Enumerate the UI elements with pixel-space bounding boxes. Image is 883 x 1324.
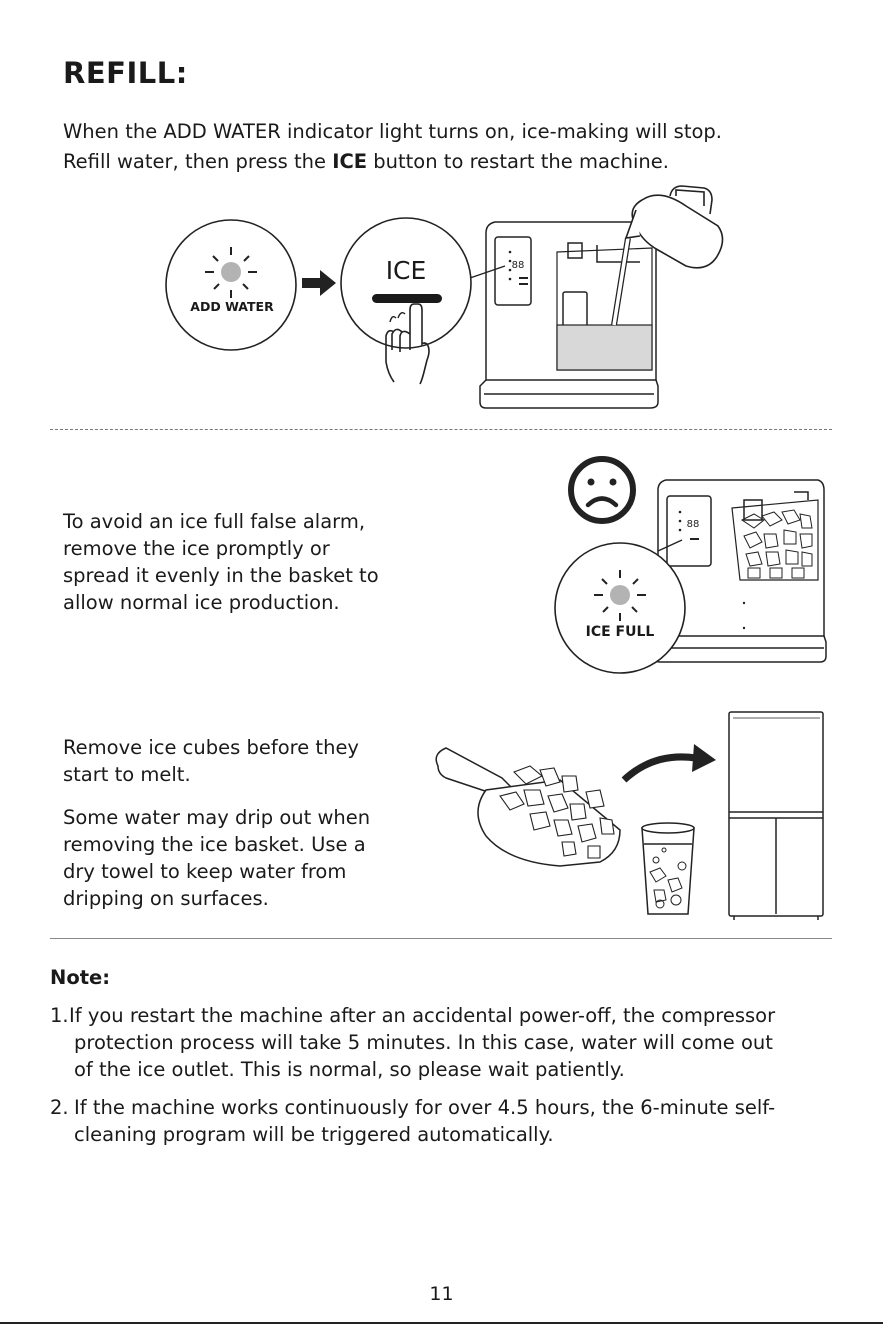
note-item-2: [50, 1094, 850, 1148]
note-item-1: [50, 1002, 850, 1083]
refill-illustration: [0, 0, 883, 430]
drip-line-1: Some water may drip out when: [63, 806, 371, 829]
section-divider: [50, 938, 832, 939]
remove-ice-line-2: start to melt.: [63, 763, 191, 786]
note-1-line-2: protection process will take 5 minutes. In this case, water will come out: [74, 1031, 773, 1054]
drip-line-3: dry towel to keep water from: [63, 860, 347, 883]
sad-face-icon: [571, 459, 633, 521]
ice-full-line-3: spread it evenly in the basket to: [63, 564, 379, 587]
svg-text:88: 88: [686, 519, 700, 530]
ice-full-light: [610, 585, 630, 605]
water-pitcher-icon: [626, 186, 723, 268]
note-number-1: 1.: [50, 1004, 69, 1027]
ice-full-line-1: To avoid an ice full false alarm,: [63, 510, 366, 533]
drip-line-2: removing the ice basket. Use a: [63, 833, 366, 856]
remove-ice-line-1: Remove ice cubes before they: [63, 736, 359, 759]
ice-full-label: ICE FULL: [585, 624, 655, 640]
svg-text:88: 88: [511, 260, 525, 271]
note-1-line-1: If you restart the machine after an accidental power-off, the compressor: [69, 1004, 776, 1027]
intro-line-2-end: button to restart the machine.: [367, 150, 669, 173]
arrow-right-icon: [302, 270, 336, 296]
add-water-indicator-circle: [166, 220, 296, 350]
ice-storage-illustration: [0, 700, 883, 930]
section-divider-dashed: [50, 429, 832, 430]
ice-machine-illustration: [480, 222, 658, 408]
intro-ice-keyword: ICE: [332, 150, 368, 173]
ice-full-illustration: [0, 440, 883, 690]
refrigerator-icon: [729, 712, 823, 920]
ice-button-label: ICE: [385, 256, 427, 285]
intro-line-2-start: Refill water, then press the: [63, 150, 333, 173]
note-2-line-1: If the machine works continuously for over 4.5 hours, the 6-minute self-: [74, 1096, 776, 1119]
ice-button-bar: [372, 294, 442, 303]
page-number: 11: [429, 1283, 454, 1305]
note-1-line-3: of the ice outlet. This is normal, so please wait patiently.: [74, 1058, 625, 1081]
machine-display-digits: [687, 519, 700, 530]
add-water-label: ADD WATER: [190, 299, 274, 314]
curved-arrow-icon: [624, 757, 696, 780]
intro-line-1: When the ADD WATER indicator light turns on, ice-making will stop.: [63, 120, 722, 143]
ice-full-line-2: remove the ice promptly or: [63, 537, 330, 560]
note-number-2: 2.: [50, 1096, 69, 1119]
drip-line-4: dripping on surfaces.: [63, 887, 269, 910]
ice-full-indicator-circle: [555, 543, 685, 673]
section-heading: REFILL:: [63, 56, 188, 90]
note-2-line-2: cleaning program will be triggered automatically.: [74, 1123, 554, 1146]
note-title: Note:: [50, 966, 111, 989]
add-water-light: [221, 262, 241, 282]
glass-with-ice-icon: [642, 823, 694, 914]
ice-full-line-4: allow normal ice production.: [63, 591, 340, 614]
display-digits: [512, 260, 525, 271]
